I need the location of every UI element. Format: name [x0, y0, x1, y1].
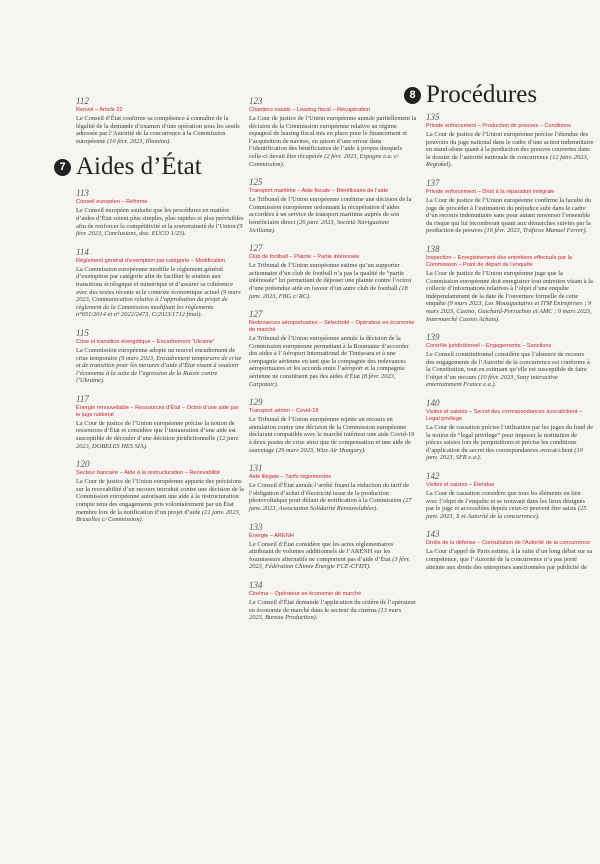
- entry-body-text: Le Conseil européen souhaite que les procédures en matière d’aides d’État soient plus simples, plus rapides et plus prévisibles afin de renforcer la compétitivité et la souveraineté de l’Union: [76, 207, 244, 230]
- entry-body-text: La Cour de justice de l’Union européenne annule partiellement la décision de la Commission européenne relative au régime espagnol de leasing fiscal mis en place pour le financement et l’acquisition de navires, en raison d’une erreur dans l’identification des bénéficiaires de l’aide à propos desquels celle-ci devait être récupérée: [249, 115, 417, 160]
- entry-body-text: La Commission européenne adopte un nouvel encadrement de crise temporaire: [76, 346, 236, 362]
- digest-entry: [249, 243, 417, 300]
- entry-citation: (9 mars 2023, Les Mousquetaires et ITM Entreprises ; 9 mars 2023, Casino, Guichard-Perrachon et AMC ; 9 mars 2023, Intermarché Casino Achats).: [426, 300, 592, 323]
- entry-body: [426, 424, 594, 462]
- digest-entry: [76, 459, 244, 524]
- entry-citation: (25 janv. 2023, X et Autorité de la concurrence).: [426, 505, 587, 520]
- entry-citation: (16 févr. 2023, Tráficos Manuel Ferrer).: [484, 227, 588, 235]
- entry-title: Secteur bancaire – Aide à la restructuration – Recevabilité: [76, 470, 220, 477]
- entry-title: Visites et saisies – Étendue: [426, 482, 495, 489]
- digest-entry: [426, 471, 594, 520]
- digest-entry: [76, 247, 244, 319]
- entry-number: 139: [426, 332, 440, 343]
- entry-number: 123: [249, 96, 263, 106]
- entry-body-text: La Cour de justice de l’Union européenne juge que la Commission européenne doit enregistrer tout entretien visant à la collecte d’informations relatives à l’objet d’une enquête indépendamment de la date de l’ouverture formelle de cette enquête: [426, 269, 593, 308]
- entry-citation: (12 janv. 2023, DOBELES HES SIA).: [76, 435, 240, 450]
- entry-body-text: La Commission européenne modifie le règlement général d’exemption par catégorie afin de faciliter le soutien aux transitions écologique et numérique et d’assurer sa cohérence avec des textes récents et le contexte économique actuel: [76, 265, 234, 296]
- entry-title: Inspection – Enregistrement des entretiens effectués par la Commission – Point de départ de l’enquête: [426, 254, 573, 268]
- entry-number: 127: [249, 243, 263, 254]
- entry-body: [426, 131, 594, 169]
- entry-title: Contrôle juridictionnel – Engagements – Sanctions: [426, 343, 552, 350]
- digest-entry: [249, 96, 417, 168]
- entry-title: Droits de la défense – Consultation de l’Autorité de la concurrence: [426, 540, 591, 547]
- section-heading: [54, 154, 244, 180]
- entry-number: 125: [249, 177, 263, 188]
- entry-title: Crise et transition énergétique – Encadrement “Ukraine”: [76, 338, 215, 345]
- entry-number: 112: [76, 96, 89, 106]
- digest-entry: [426, 112, 594, 169]
- entry-number: 117: [76, 393, 89, 404]
- entry-citation: (26 janv. 2023, Società Navigazione Siciliana).: [249, 218, 390, 234]
- entry-number: 142: [426, 471, 440, 482]
- entry-body: [249, 335, 417, 388]
- entry-number: 138: [426, 243, 440, 254]
- section-title: Procédures: [426, 81, 538, 108]
- entry-citation: (9 févr. 2023, Conclusions, doc. EUCO 1/23).: [76, 222, 243, 238]
- entry-number: 137: [426, 177, 440, 188]
- entry-body: [249, 115, 417, 168]
- entry-body: [426, 197, 594, 235]
- entry-body-text: Le Tribunal de l’Union européenne confirme une décision de la Commission européenne ordonnant la récupération d’aides accordées à un service de transport maritime auprès de son bénéficiaire direct: [249, 196, 412, 226]
- entry-title: Club de football – Plainte – Partie intéressée: [249, 254, 360, 261]
- entry-number: 120: [76, 459, 90, 470]
- entry-body-text: Le Conseil d’État demande l’application du critère de l’opérateur en économie de marché dans le secteur du cinéma: [249, 598, 416, 614]
- column-right: [409, 81, 594, 580]
- digest-entry: [249, 580, 417, 622]
- entry-body: [76, 266, 244, 319]
- entry-number: 129: [249, 397, 263, 408]
- digest-entry: [249, 397, 417, 454]
- entry-title: Transport aérien – Covid-19: [249, 408, 319, 415]
- entry-citation: (9 mars 2023, Communication relative à l’approbation du projet de règlement de la Commission modifiant les règlements n°651/2014 et n° 2022/2473, C/2023/1712 final).: [76, 288, 241, 319]
- entry-citation: (8 févr. 2023, Carpatair).: [249, 373, 396, 388]
- entry-body-text: La Cour d’appel de Paris estime, à la suite d’un long débat sur sa compétence, que l’Autorité de la concurrence n’a pas porté atteinte aux droits des entreprises sanctionnées par publicité de: [426, 548, 593, 571]
- entry-citation: (18 janv. 2023, FBG c/ RC).: [249, 284, 408, 300]
- entry-title: Chantiers navals – Leasing fiscal – Récupération: [249, 107, 371, 113]
- column-left: [59, 96, 244, 533]
- section-heading: [404, 82, 594, 108]
- entry-body-text: La Cour de justice de l’Union européenne précise la notion de ressources d’État et considère que l’instauration d’une aide est susceptible de découler d’une décision juridictionnelle: [76, 419, 236, 443]
- entry-number: 135: [426, 112, 440, 122]
- entry-body: [426, 490, 594, 520]
- entry-body: [76, 420, 244, 450]
- digest-entry: [76, 394, 244, 450]
- entry-body: [249, 482, 417, 512]
- entry-body: [249, 599, 417, 622]
- entry-body: [249, 196, 417, 234]
- digest-entry: [426, 244, 594, 323]
- entry-number: 143: [426, 529, 440, 540]
- entry-body: [249, 262, 417, 300]
- digest-entry: [426, 178, 594, 235]
- section-number-badge: 7: [54, 159, 71, 176]
- entry-body-text: Le Conseil constitutionnel considère que l’absence de recours des engagements de l’Autorité de la concurrence est conforme à la Constitution, tout en estimant qu’elle est susceptible de faire l’objet d’un recours: [426, 351, 590, 381]
- digest-entry: [249, 177, 417, 234]
- entry-number: 115: [76, 327, 89, 338]
- entry-title: Cinéma – Opérateur en économie de marché: [249, 590, 362, 597]
- column-middle: [249, 96, 417, 631]
- entry-body-text: Le Tribunal de l’Union européenne estime qu’un supporter actionnaire d’un club de football n’a pas la qualité de “partie intéressée” lui permettant de déposer une plainte contre l’octroi d’une prétendue aide en faveur d’un autre club de football: [249, 262, 412, 292]
- entry-title: Règlement général d’exemption par catégorie – Modification: [76, 257, 226, 264]
- digest-entry: [76, 188, 244, 237]
- entry-body: [76, 207, 244, 237]
- entry-citation: (27 janv. 2023, Association Solidarité Renouvelables).: [249, 497, 412, 512]
- entry-body-text: Le Tribunal de l’Union européenne annule la décision de la Commission européenne permettant à la Roumanie d’accorder des aides à l’Aéroport International de Timișoara et à une compagnie aérienne en tant que la compagnie des redevances aéroportuaires et les accords entre l’aéroport et la compagnie aérienne ne constituent pas des aides d’État: [249, 335, 409, 381]
- entry-title: Private enforcement – Production de preuves – Conditions: [426, 123, 571, 129]
- digest-entry: [426, 398, 594, 462]
- entry-body-text: Le Tribunal de l’Union européenne rejette un recours en annulation contre une décision de la Commission européenne déclarant compatible avec le marché intérieur une aide Covid-19 à deux postes de crise ainsi que de compensation et une aide de sauvetage: [249, 416, 415, 454]
- entry-title: Visites et saisies – Secret des correspondances avocat/client – Legal privilege: [426, 409, 582, 423]
- entry-title: Redevances aéroportuaires – Sélectivité – Opérateur en économie de marché: [249, 320, 415, 334]
- entry-citation: (3 févr. 2023, Fédération Chimie Énergie FCE-CFDT).: [249, 555, 410, 571]
- entry-number: 127: [249, 309, 263, 320]
- entry-citation: (10 janv. 2023, SFR e.a.).: [426, 446, 583, 462]
- entry-number: 113: [76, 188, 89, 199]
- entry-citation: (9 mars 2023, Encadrement temporaire de crise et de transition pour les mesures d’aide d’État visant à soutenir l’économie à la suite de l’agression de la Russie contre l’Ukraine).: [76, 354, 242, 385]
- entry-citation: (10 févr. 2023, Illumina).: [107, 137, 171, 145]
- entry-number: 134: [249, 579, 263, 590]
- entry-body-text: La Cour de cassation précise l’utilisation par les juges du fond de la notion de “legal privilege” pour imposer la restitution de pièces saisies lors de perquisitions et précise les conditions d’application du secret des correspondances avocat/client: [426, 424, 593, 454]
- entry-title: Private enforcement – Droit à la réparation intégrale: [426, 188, 555, 195]
- entry-citation: (12 janv. 2023, Regiokel).: [426, 153, 589, 169]
- entry-body-text: La Cour de justice de l’Union européenne confirme la faculté du juge de procéder à l’estimation du préjudice subi dans le cadre d’un recours indemnitaire sans pour autant renverser l’ensemble du risque qui lui incomberait quant aux démarches suivies par la production de preuves: [426, 196, 592, 235]
- entry-citation: (10 févr. 2023, Sony interactive entertainment France e.a.).: [426, 373, 558, 389]
- entry-number: 114: [76, 246, 89, 257]
- entry-number: 133: [249, 521, 263, 532]
- section-title: Aides d’État: [76, 153, 202, 181]
- entry-citation: (29 mars 2023, Wizz Air Hungary).: [275, 446, 366, 454]
- section-number-badge: 8: [404, 87, 421, 104]
- entry-number: 131: [249, 463, 263, 474]
- entry-title: Renvoi – Article 22: [76, 107, 123, 113]
- entry-body-text: Le Conseil d’État confirme sa compétence à connaître de la légalité de la demande d’examen d’une opération sous les seuils adressée par l’Autorité de la concurrence à la Commission européenne: [76, 115, 240, 145]
- entry-body: [249, 416, 417, 454]
- entry-citation: (21 janv. 2023, Bruxelles c/ Commission).: [76, 508, 241, 524]
- entry-body: [76, 115, 244, 145]
- entry-title: Énergie – ARENH: [249, 532, 294, 539]
- entry-title: Transport maritime – Aide fiscale – Bénéficiaire de l’aide: [249, 188, 389, 195]
- entry-body: [426, 351, 594, 389]
- digest-entry: [249, 463, 417, 512]
- entry-body: [249, 541, 417, 571]
- entry-number: 140: [426, 398, 440, 409]
- entry-title: Conseil européen – Réforme: [76, 199, 148, 206]
- entry-body: [426, 548, 594, 571]
- entry-body-text: Le Conseil d’État annule l’arrêté fixant la réduction du tarif de l’obligation d’achat d’électricité issue de la production photovoltaïque pour défaut de notification à la Commission: [249, 482, 410, 505]
- digest-entry: [426, 332, 594, 389]
- entry-body: [76, 347, 244, 385]
- entry-body-text: La Cour de justice de l’Union européenne précise l’étendue des pouvoirs du juge national dans le cadre d’une action indemnitaire en stand-alone quant à la production des preuves couvertes dans le dossier de l’autorité nationale de concurrence: [426, 131, 594, 161]
- entry-citation: (2 févr. 2023, Espagne e.a. c/ Commission).: [249, 152, 399, 168]
- entry-body-text: La Cour de cassation considère que tous les éléments en lien avec l’objet de l’enquête et se trouvant dans les lieux désignés par le juge et accessibles depuis ceux-ci peuvent être saisis: [426, 490, 586, 513]
- digest-entry: [426, 529, 594, 571]
- digest-entry: [76, 328, 244, 385]
- digest-entry: [249, 522, 417, 571]
- entry-body-text: Le Conseil d’État considère que les actes réglementaires attribuant de volumes additionnels de l’ARENH sur les fournisseurs alternatifs ne comportent pas d’aide d’État: [249, 540, 394, 563]
- entry-body-text: La Cour de justice de l’Union européenne apporte des précisions sur la recevabilité d’un recours introduit contre une décision de la Commission européenne autorisant une aide à la restructuration compte tenu des engagements pris volontairement par un État membre lors de la notification d’un projet d’aide: [76, 478, 244, 516]
- entry-body: [76, 478, 244, 524]
- entry-title: Énergie renouvelable – Ressources d’État – Octroi d’une aide par le juge national: [76, 404, 239, 418]
- entry-body: [426, 270, 594, 323]
- digest-entry: [249, 309, 417, 388]
- entry-citation: (13 mars 2023, Bureau Production).: [249, 606, 402, 622]
- digest-entry: [76, 96, 244, 145]
- entry-title: Aide illégale – Tarifs réglementés: [249, 474, 331, 481]
